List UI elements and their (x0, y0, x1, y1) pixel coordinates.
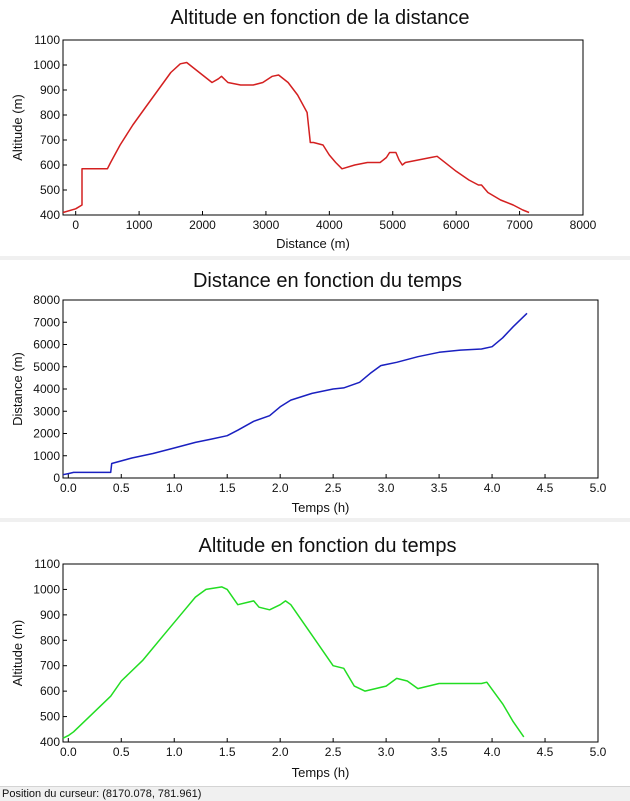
x-tick-label: 1.5 (218, 745, 236, 759)
y-axis-label: Altitude (m) (10, 94, 25, 161)
y-tick-label: 600 (39, 158, 60, 172)
x-axis-label: Temps (h) (291, 765, 350, 780)
y-axis-label: Distance (m) (10, 352, 25, 426)
chart-title: Distance en fonction du temps (192, 270, 463, 292)
x-tick-label: 0 (72, 218, 80, 232)
x-axis-label: Distance (m) (276, 236, 350, 251)
y-tick-label: 500 (39, 709, 60, 724)
chart-title: Altitude en fonction de la distance (170, 7, 470, 29)
y-tick-label: 800 (39, 633, 60, 648)
x-tick-label: 4.5 (536, 745, 554, 759)
y-tick-label: 1000 (33, 58, 60, 72)
y-tick-label: 800 (39, 108, 60, 122)
x-tick-label: 1000 (125, 218, 153, 232)
chart-distance-temps (0, 260, 630, 518)
y-tick-label: 2000 (33, 426, 60, 441)
x-tick-label: 0.0 (59, 745, 77, 759)
y-tick-label: 0 (53, 471, 60, 485)
x-tick-label: 5.0 (589, 481, 607, 495)
y-tick-label: 3000 (33, 404, 60, 419)
x-tick-label: 4.0 (483, 481, 501, 495)
x-tick-label: 3.5 (430, 481, 448, 495)
x-axis-label: Temps (h) (291, 500, 350, 515)
chart-panel-distance-temps (0, 260, 630, 518)
y-tick-label: 500 (39, 183, 60, 197)
y-tick-label: 1000 (33, 448, 60, 463)
x-tick-label: 3.0 (377, 481, 395, 495)
y-tick-label: 4000 (33, 382, 60, 396)
y-tick-label: 5000 (33, 359, 60, 374)
x-tick-label: 5.0 (589, 745, 607, 759)
x-tick-label: 2.0 (271, 481, 289, 495)
plot-area (63, 40, 583, 215)
y-tick-label: 6000 (33, 337, 60, 352)
chart-altitude-distance (0, 0, 630, 256)
y-axis-label: Altitude (m) (10, 619, 25, 687)
y-tick-label: 7000 (33, 315, 60, 330)
x-tick-label: 2.0 (271, 745, 289, 759)
x-tick-label: 3000 (252, 218, 280, 232)
chart-altitude-temps (0, 522, 630, 786)
x-tick-label: 0.5 (112, 481, 130, 495)
x-tick-label: 5000 (379, 218, 407, 232)
x-tick-label: 2000 (189, 218, 216, 232)
y-tick-label: 400 (39, 735, 60, 749)
x-tick-label: 3.5 (430, 745, 448, 759)
y-tick-label: 600 (39, 684, 60, 699)
x-tick-label: 2.5 (324, 481, 342, 495)
x-tick-label: 1.0 (165, 481, 183, 495)
x-tick-label: 4.0 (483, 745, 501, 759)
x-tick-label: 2.5 (324, 745, 342, 759)
x-tick-label: 6000 (442, 218, 470, 232)
y-tick-label: 700 (39, 658, 60, 673)
x-tick-label: 3.0 (377, 745, 395, 759)
y-tick-label: 900 (39, 83, 60, 97)
x-tick-label: 0.5 (112, 745, 130, 759)
y-tick-label: 1100 (34, 33, 60, 47)
x-tick-label: 4000 (315, 218, 343, 232)
x-tick-label: 4.5 (536, 481, 554, 495)
status-bar: Position du curseur: (8170.078, 781.961) (0, 786, 630, 801)
plot-area (63, 564, 598, 742)
chart-title: Altitude en fonction du temps (198, 535, 457, 557)
y-tick-label: 900 (39, 607, 60, 622)
chart-panel-altitude-temps (0, 522, 630, 786)
y-tick-label: 400 (39, 208, 60, 222)
x-tick-label: 1.5 (218, 481, 236, 495)
y-tick-label: 8000 (33, 293, 60, 307)
x-tick-label: 8000 (569, 218, 597, 232)
x-tick-label: 7000 (506, 218, 533, 232)
y-tick-label: 1000 (33, 582, 60, 597)
y-tick-label: 1100 (34, 557, 60, 571)
chart-panel-altitude-distance (0, 0, 630, 256)
y-tick-label: 700 (39, 133, 60, 147)
x-tick-label: 1.0 (165, 745, 183, 759)
x-tick-label: 0.0 (59, 481, 77, 495)
